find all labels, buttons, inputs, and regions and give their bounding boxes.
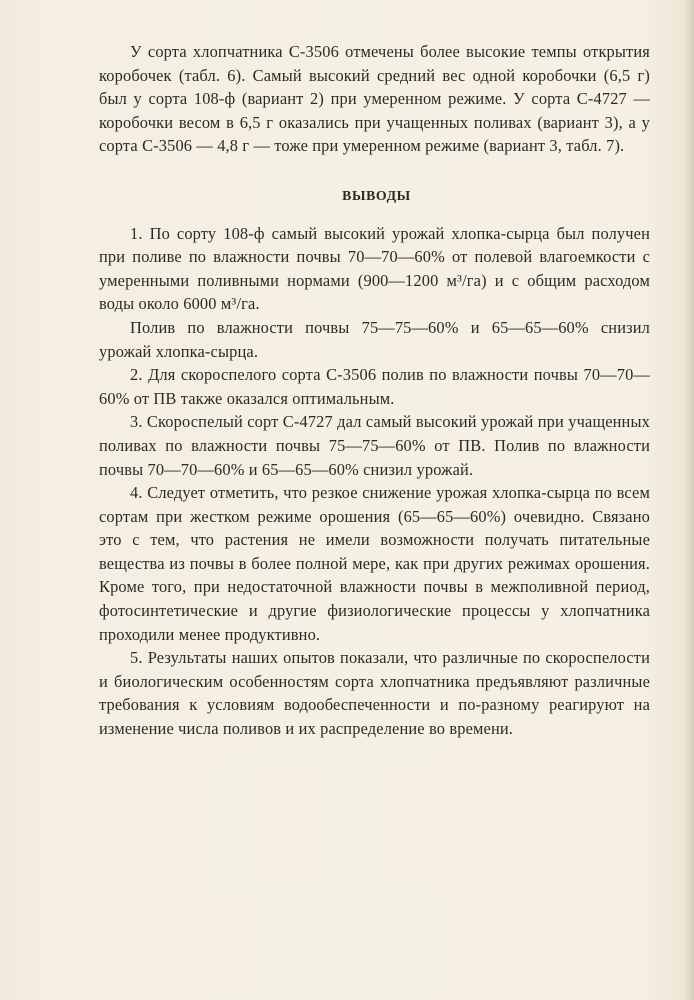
section-heading-conclusions: ВЫВОДЫ [342,187,411,203]
conclusion-item-2: 2. Для скороспелого сорта С-3506 полив по влажности почвы 70—70—60% от ПВ также оказался оптимальным. [99,365,650,408]
intro-paragraph: У сорта хлопчатника С-3506 отмечены более высокие темпы открытия коробочек (табл. 6). Самый высокий средний вес одной коробочки (6,5 г) был у сорта 108-ф (вариант 2) при умеренном режиме. У сорта С-4727 — коробочки весом в 6,5 г оказались при учащенных поливах (вариант 3), а у сорта С-3506 — 4,8 г — тоже при умеренном режиме (вариант 3, табл. 7). [99,42,650,156]
page-edge-shadow [684,0,694,1000]
conclusions-list [99,222,650,741]
conclusion-item-3: 3. Скороспелый сорт С-4727 дал самый высокий урожай при учащенных поливах по влажности почвы 75—75—60% от ПВ. Полив по влажности почвы 70—70—60% и 65—65—60% снизил урожай. [99,412,650,479]
conclusion-item-1-continuation: Полив по влажности почвы 75—75—60% и 65—65—60% снизил урожай хлопка-сырца. [99,317,650,361]
conclusion-item-1: 1. По сорту 108-ф самый высокий урожай хлопка-сырца был получен при поливе по влажности почвы 70—70—60% от полевой влагоемкости с умеренными поливными нормами (900—1200 м³/га) и с общим расходом воды около 6000 м³/га. [99,223,650,314]
conclusion-item-5: 5. Результаты наших опытов показали, что различные по скороспелости и биологическим особенностям сорта хлопчатника предъявляют различные требования к условиям водообеспеченности и по-разному реагируют на изменение числа поливов и их распределение во времени. [99,648,650,739]
conclusion-item-4: 4. Следует отметить, что резкое снижение урожая хлопка-сырца по всем сортам при жестком режиме орошения (65—65—60%) очевидно. Связано это с тем, что растения не имели возможности получать питательные вещества из почвы в более полной мере, как при других режимах орошения. Кроме того, при недостаточной влажности почвы в межполивной период, фотосинтетические и другие физиологические процессы у хлопчатника проходили менее продуктивно. [99,483,650,644]
